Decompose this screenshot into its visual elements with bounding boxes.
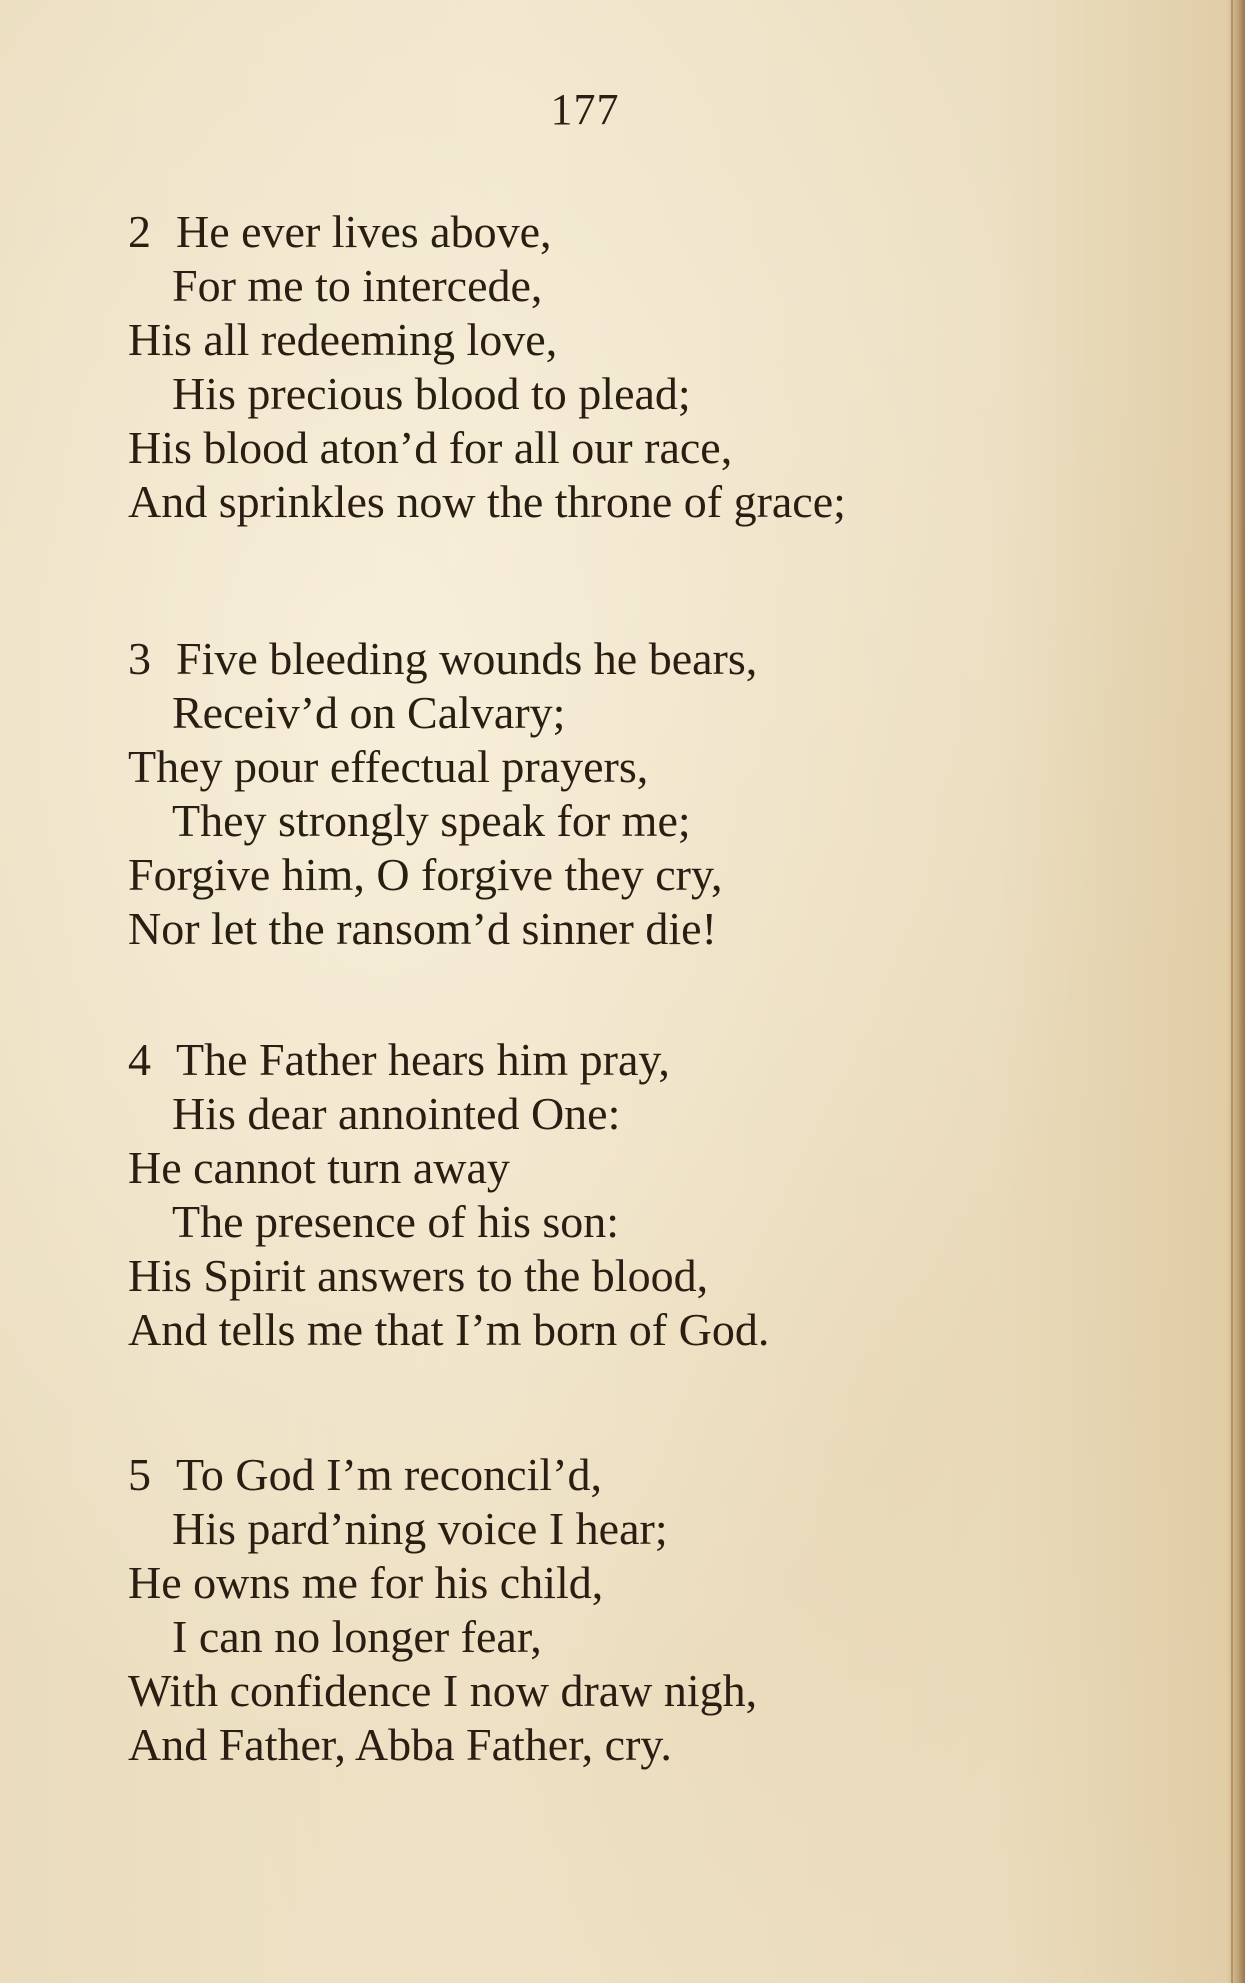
stanza-line: His all redeeming love,	[128, 314, 558, 365]
page-number: 177	[550, 85, 620, 134]
stanza-number: 5	[128, 1449, 151, 1500]
stanza-line: And Father, Abba Father, cry.	[128, 1719, 672, 1770]
stanza-line: Forgive him, O forgive they cry,	[128, 849, 723, 900]
stanza-line: His precious blood to plead;	[172, 368, 691, 419]
stanza-number: 2	[128, 206, 151, 257]
stanza-4	[128, 1033, 1078, 1357]
stanza-line: He cannot turn away	[128, 1142, 510, 1193]
stanza-line: And tells me that I’m born of God.	[128, 1304, 770, 1355]
stanza-line: 4 The Father hears him pray,	[128, 1034, 670, 1085]
stanza-line: His pard’ning voice I hear;	[172, 1503, 668, 1554]
stanza-line: 5 To God I’m reconcil’d,	[128, 1449, 602, 1500]
stanza-line: They pour effectual prayers,	[128, 741, 649, 792]
stanza-line: His blood aton’d for all our race,	[128, 422, 733, 473]
stanza-line: Nor let the ransom’d sinner die!	[128, 903, 717, 954]
stanza-line: Receiv’d on Calvary;	[172, 687, 566, 738]
stanza-line: And sprinkles now the throne of grace;	[128, 476, 846, 527]
stanza-line: He owns me for his child,	[128, 1557, 604, 1608]
stanza-2	[128, 205, 1078, 529]
stanza-number: 3	[128, 633, 151, 684]
stanza-5	[128, 1448, 1078, 1772]
page-edge-shadow	[1227, 0, 1245, 1983]
stanza-line: His dear annointed One:	[172, 1088, 621, 1139]
stanza-line: They strongly speak for me;	[172, 795, 691, 846]
stanza-line: With confidence I now draw nigh,	[128, 1665, 758, 1716]
stanza-line: 3 Five bleeding wounds he bears,	[128, 633, 758, 684]
page-edge-line	[1231, 0, 1233, 1983]
stanza-line: I can no longer fear,	[172, 1611, 542, 1662]
stanza-3	[128, 632, 1078, 956]
stanza-number: 4	[128, 1034, 151, 1085]
stanza-line: The presence of his son:	[172, 1196, 620, 1247]
stanza-line: His Spirit answers to the blood,	[128, 1250, 709, 1301]
stanza-line: 2 He ever lives above,	[128, 206, 552, 257]
stanza-line: For me to intercede,	[172, 260, 543, 311]
